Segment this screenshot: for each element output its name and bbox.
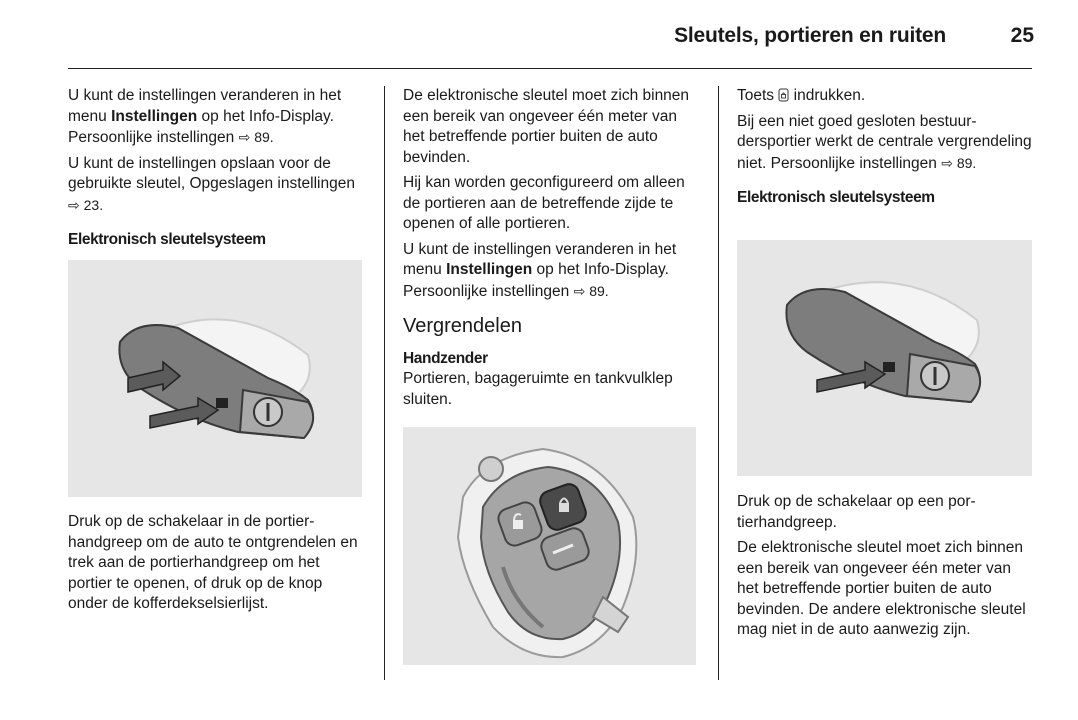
text: U kunt de instellingen opslaan voor de gebruikte sleutel, Opgeslagen instellingen [68, 154, 355, 192]
paragraph-save-settings [68, 154, 363, 217]
page-reference: ⇨ 89. [941, 154, 977, 171]
subheading-remote: Handzender [403, 349, 488, 367]
page-header-title: Sleutels, portieren en ruiten [674, 24, 946, 47]
text: U kunt de instellingen veranderen in het menu [403, 240, 677, 278]
header-divider [68, 68, 1032, 69]
door-handle-image-2 [737, 240, 1032, 476]
paragraph-configuration: Hij kan worden geconfigureerd om alleen de portieren aan de betreffende zijde te openen of alle portieren. [403, 174, 685, 232]
page-number: 25 [1010, 24, 1034, 47]
page-reference: ⇨ 23. [68, 196, 104, 213]
door-handle-illustration-2 [737, 240, 1032, 476]
text: U kunt de instellingen veranderen in het menu [68, 87, 342, 125]
section-heading-locking: Vergrendelen [403, 315, 522, 337]
column-divider-2 [718, 86, 719, 680]
column-3 [737, 86, 1032, 214]
column-1 [68, 86, 363, 256]
remote-key-illustration [403, 427, 696, 665]
subheading-electronic-key: Elektronisch sleutelsysteem [68, 231, 266, 248]
door-handle-illustration-1 [68, 260, 362, 497]
column-divider-1 [384, 86, 385, 680]
column-3-lower [737, 492, 1032, 646]
text: op het Info-Display. Persoonlijke instellingen [403, 261, 669, 300]
page-reference: ⇨ 89. [238, 129, 274, 145]
paragraph-lock-doors: Portieren, bagageruimte en tankvulklep sluiten. [403, 370, 673, 408]
subheading-electronic-key-2: Elektronisch sleutelsysteem [737, 189, 935, 206]
paragraph-key-range: De elektronische sleutel moet zich binnen een bereik van ongeveer één meter van het betreffende portier buiten de auto bevinden. [403, 87, 690, 166]
text: Bij een niet goed gesloten bestuurdersportier werkt de centrale vergrendeling niet. Persoonlijke instellingen [737, 112, 1032, 172]
paragraph-unlock-instructions: Druk op de schakelaar in de portierhandgreep om de auto te ontgrendelen en trek aan de portierhandgreep om het portier te openen, of druk op de knop onder de kofferdekselsierlijst. [68, 513, 358, 612]
paragraph-press-button [737, 86, 1032, 107]
column-1-lower [68, 512, 363, 620]
door-handle-image [68, 260, 362, 497]
paragraph-central-locking [737, 112, 1032, 175]
remote-key-image [403, 427, 696, 665]
paragraph-press-switch: Druk op de schakelaar op een portierhandgreep. [737, 493, 976, 531]
menu-name: Instellingen [446, 261, 533, 278]
menu-name: Instellingen [111, 107, 198, 125]
text: op het Info-Display. Persoonlijke instellingen [68, 107, 334, 146]
paragraph-settings-menu-2 [403, 240, 698, 303]
column-2 [403, 86, 698, 415]
page-reference: ⇨ 89. [573, 282, 609, 299]
lock-button-icon [778, 88, 789, 102]
paragraph-settings-menu [68, 86, 363, 149]
text: indrukken. [789, 87, 866, 104]
text: Toets [737, 87, 779, 104]
paragraph-key-range-2: De elektronische sleutel moet zich binnen een bereik van ongeveer één meter van het betreffende portier buiten de auto bevinden. De andere elektronische sleutel mag niet in de auto aanwezig zijn. [737, 539, 1026, 638]
